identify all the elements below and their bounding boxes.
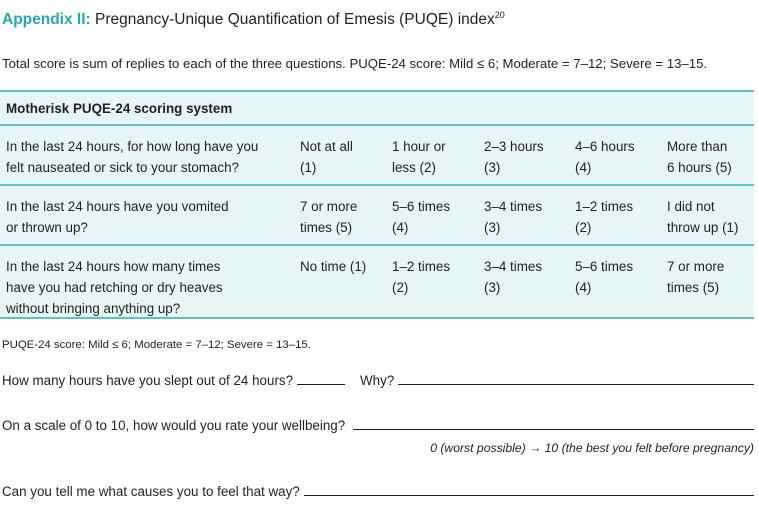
option-line: 7 or more xyxy=(300,199,358,214)
option-cell xyxy=(575,136,667,184)
wellbeing-scale-hint: 0 (worst possible) → 10 (the best you felt before pregnancy) xyxy=(430,441,754,455)
option-line: (4) xyxy=(392,220,409,235)
option-line: 7 or more xyxy=(667,259,725,274)
question-cell xyxy=(0,196,300,244)
question-cell xyxy=(0,256,300,317)
wellbeing-question-row xyxy=(2,418,754,433)
option-cell xyxy=(667,136,754,184)
option-cell xyxy=(300,196,392,244)
page-title xyxy=(2,10,505,29)
sleep-question-label: How many hours have you slept out of 24 hours? xyxy=(2,373,294,388)
question-line: or thrown up? xyxy=(6,220,88,235)
option-cell xyxy=(484,196,575,244)
option-cell xyxy=(484,256,575,317)
option-line: 1–2 times xyxy=(392,259,451,274)
option-line: No time (1) xyxy=(300,259,367,274)
option-cell xyxy=(667,196,754,244)
wellbeing-question-label: On a scale of 0 to 10, how would you rate your wellbeing? xyxy=(2,418,346,433)
score-note: PUQE-24 score: Mild ≤ 6; Moderate = 7–12; Severe = 13–15. xyxy=(2,339,311,351)
option-cell xyxy=(484,136,575,184)
option-line: 5–6 times xyxy=(392,199,451,214)
option-line: 2–3 hours xyxy=(484,139,544,154)
why-answer-line[interactable] xyxy=(398,383,754,385)
option-cell xyxy=(392,256,484,317)
option-line: (3) xyxy=(484,280,501,295)
table-row-nausea xyxy=(0,126,754,186)
option-line: 1 hour or xyxy=(392,139,446,154)
puqe-scoring-table xyxy=(0,90,754,319)
option-cell xyxy=(575,256,667,317)
option-cell xyxy=(300,256,392,317)
option-line: times (5) xyxy=(667,280,720,295)
option-cell xyxy=(300,136,392,184)
option-line: 6 hours (5) xyxy=(667,160,732,175)
option-line: I did not xyxy=(667,199,715,214)
why-label: Why? xyxy=(360,373,395,388)
option-line: 3–4 times xyxy=(484,259,543,274)
question-line: In the last 24 hours how many times xyxy=(6,259,221,274)
option-line: times (5) xyxy=(300,220,353,235)
intro-text: Total score is sum of replies to each of the three questions. PUQE-24 score: Mild ≤ 6; Moderate = 7–12; Severe = 13–15. xyxy=(2,56,708,71)
option-cell xyxy=(575,196,667,244)
question-cell xyxy=(0,136,300,184)
table-heading: Motherisk PUQE-24 scoring system xyxy=(0,92,754,126)
option-line: (3) xyxy=(484,220,501,235)
wellbeing-answer-line[interactable] xyxy=(353,428,754,430)
option-cell xyxy=(667,256,754,317)
option-line: (4) xyxy=(575,160,592,175)
sleep-hours-answer-line[interactable] xyxy=(297,383,345,385)
question-line: have you had retching or dry heaves xyxy=(6,280,223,295)
option-cell xyxy=(392,196,484,244)
option-line: (4) xyxy=(575,280,592,295)
question-line: In the last 24 hours, for how long have you xyxy=(6,139,259,154)
table-row-retching xyxy=(0,246,754,317)
title-text: Pregnancy-Unique Quantification of Emesis (PUQE) index xyxy=(95,11,495,28)
causes-answer-line[interactable] xyxy=(304,494,754,496)
title-reference: 20 xyxy=(494,10,505,20)
table-row-vomiting xyxy=(0,186,754,246)
option-line: less (2) xyxy=(392,160,436,175)
sleep-question-row xyxy=(2,373,754,388)
option-line: (2) xyxy=(575,220,592,235)
option-line: 4–6 hours xyxy=(575,139,635,154)
appendix-label: Appendix II: xyxy=(2,11,91,28)
option-line: 1–2 times xyxy=(575,199,634,214)
causes-question-row xyxy=(2,484,754,499)
option-line: (1) xyxy=(300,160,317,175)
option-cell xyxy=(392,136,484,184)
option-line: (2) xyxy=(392,280,409,295)
option-line: Not at all xyxy=(300,139,353,154)
option-line: (3) xyxy=(484,160,501,175)
question-line: without bringing anything up? xyxy=(6,301,181,316)
option-line: throw up (1) xyxy=(667,220,739,235)
option-line: 5–6 times xyxy=(575,259,634,274)
question-line: felt nauseated or sick to your stomach? xyxy=(6,160,239,175)
option-line: More than xyxy=(667,139,728,154)
option-line: 3–4 times xyxy=(484,199,543,214)
causes-question-label: Can you tell me what causes you to feel that way? xyxy=(2,484,300,499)
question-line: In the last 24 hours have you vomited xyxy=(6,199,229,214)
